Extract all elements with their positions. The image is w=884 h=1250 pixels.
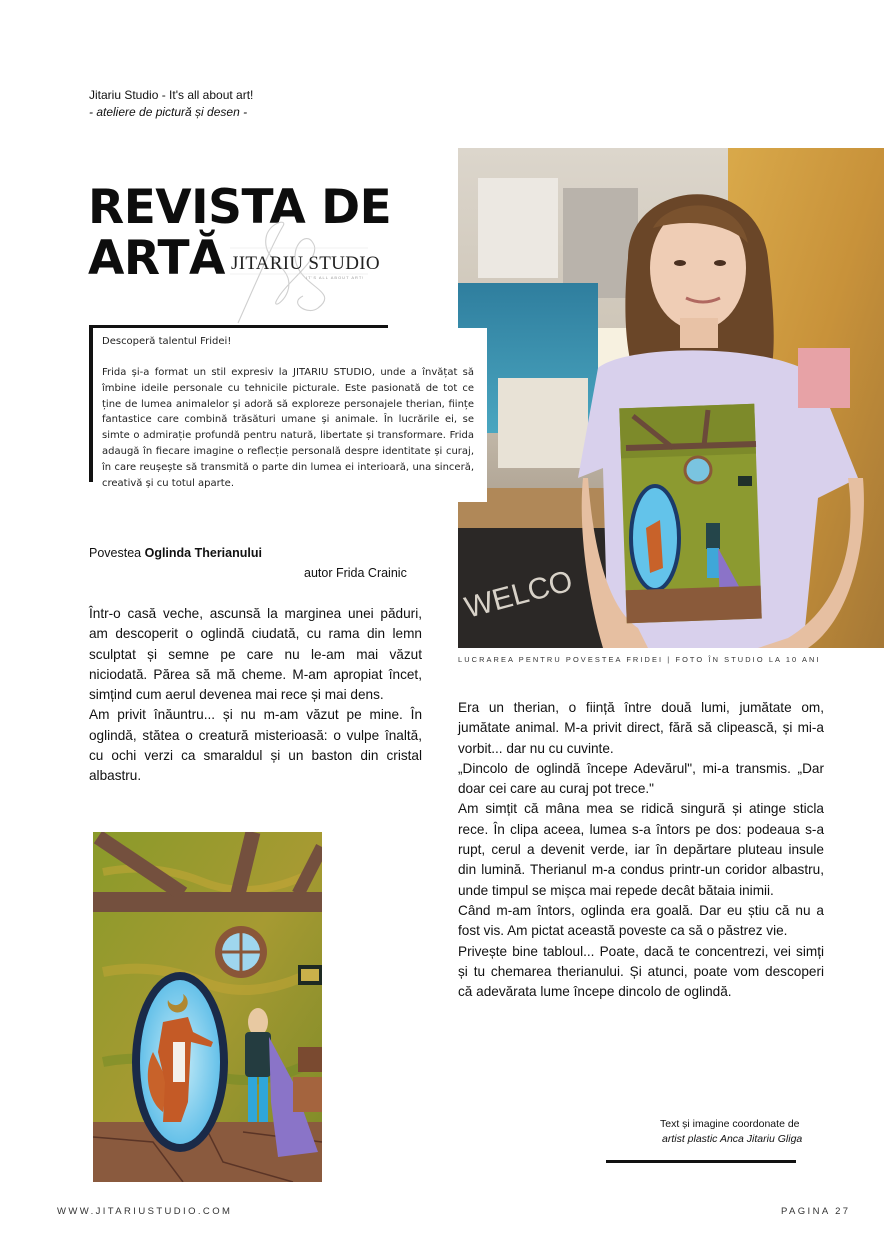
girl-holding-painting-photo [458, 148, 884, 648]
story-label-prefix: Povestea [89, 546, 145, 560]
photo-caption: LUCRAREA PENTRU POVESTEA FRIDEI | FOTO ÎN STUDIO LA 10 ANI [458, 655, 821, 664]
credit-line-2: artist plastic Anca Jitariu Gliga [662, 1133, 803, 1145]
logo-tagline: IT'S ALL ABOUT ART! [306, 275, 365, 280]
logo-name: JITARIU STUDIO [231, 253, 380, 274]
title-line-2: ARTĂ [88, 231, 225, 286]
studio-tagline: - ateliere de pictură și desen - [89, 105, 248, 119]
story-paragraph: Era un therian, o ființă între două lumi, jumătate om, jumătate animal. M-a privit direct, fără să clipească, și mi-a vorbit... dar nu cu cuvinte. [458, 700, 824, 756]
footer-website-link[interactable]: WWW.JITARIUSTUDIO.COM [57, 1206, 233, 1217]
story-paragraph: Privește bine tabloul... Poate, dacă te concentrezi, vei simți și tu chemarea therianului. Și atunci, poate vom descoperi că adevărata lume începe dincolo de oglindă. [458, 943, 824, 1000]
story-paragraph: Am privit înăuntru... și nu m-am văzut pe mine. În oglindă, stătea o creatură misterioasă: o vulpe înaltă, cu ochi verzi ca smaraldul și un baston din cristal albastru. [89, 707, 422, 784]
painting-image [93, 832, 322, 1182]
story-title: Oglinda Therianului [144, 546, 262, 560]
intro-body: Frida și-a format un stil expresiv la JITARIU STUDIO, unde a învățat să îmbine ideile personale cu tehnicile picturale. Este pasionată de tot ce ține de lumea animalelor și adoră să exploreze personajele therian, ființe fantastice care combină trăsături umane și animale. În lucrările ei, se simte o admirație profundă pentru natură, libertate și transformare. Frida adaugă în fiecare imagine o reflecție personală despre identitate și curaj, în care reușește să transmită o parte din lumea ei interioară, una sinceră, creativă și cu totul aparte. [102, 367, 474, 489]
jitariu-studio-logo [228, 218, 380, 326]
intro-heading: Descoperă talentul Fridei! [102, 336, 232, 347]
story-label [89, 546, 262, 560]
story-left-column [89, 604, 422, 787]
story-paragraph: „Dincolo de oglindă începe Adevărul", mi-a transmis. „Dar doar cei care au curaj pot trece." [458, 760, 824, 797]
story-paragraph: Într-o casă veche, ascunsă la marginea unei păduri, am descoperit o oglindă ciudată, cu rama din lemn sculptat și semne pe care nu le-am mai văzut niciodată. Părea să mă cheme. M-am apropiat încet, simțind cum aerul devenea mai rece și mai dens. [89, 606, 422, 703]
studio-photo [458, 148, 884, 648]
story-paragraph: Când m-am întors, oglinda era goală. Dar eu știu că nu a fost vis. Am pictat această poveste ca să o păstrez vie. [458, 902, 824, 939]
title-line-1: REVISTA DE [88, 180, 392, 235]
story-right-column [458, 698, 824, 1002]
studio-header-line: Jitariu Studio - It's all about art! [89, 88, 254, 102]
therian-mirror-painting [93, 832, 322, 1182]
credit-line-1: Text și imagine coordonate de [660, 1118, 800, 1130]
story-author: autor Frida Crainic [304, 566, 407, 580]
story-paragraph: Am simțit că mâna mea se ridică singură și atinge sticla rece. În clipa aceea, lumea s-a întors pe dos: podeaua s-a rupt, cerul a devenit verde, iar în depărtare pluteau insule din lumină. Therianul m-a condus printr-un coridor albastru, unde timpul se mișca mai repede decât bătaia inimii. [458, 801, 824, 898]
intro-box [93, 328, 487, 502]
svg-text:WELCO: WELCO [461, 564, 577, 625]
credit-rule [606, 1160, 796, 1163]
footer-page-number: PAGINA 27 [781, 1206, 851, 1217]
